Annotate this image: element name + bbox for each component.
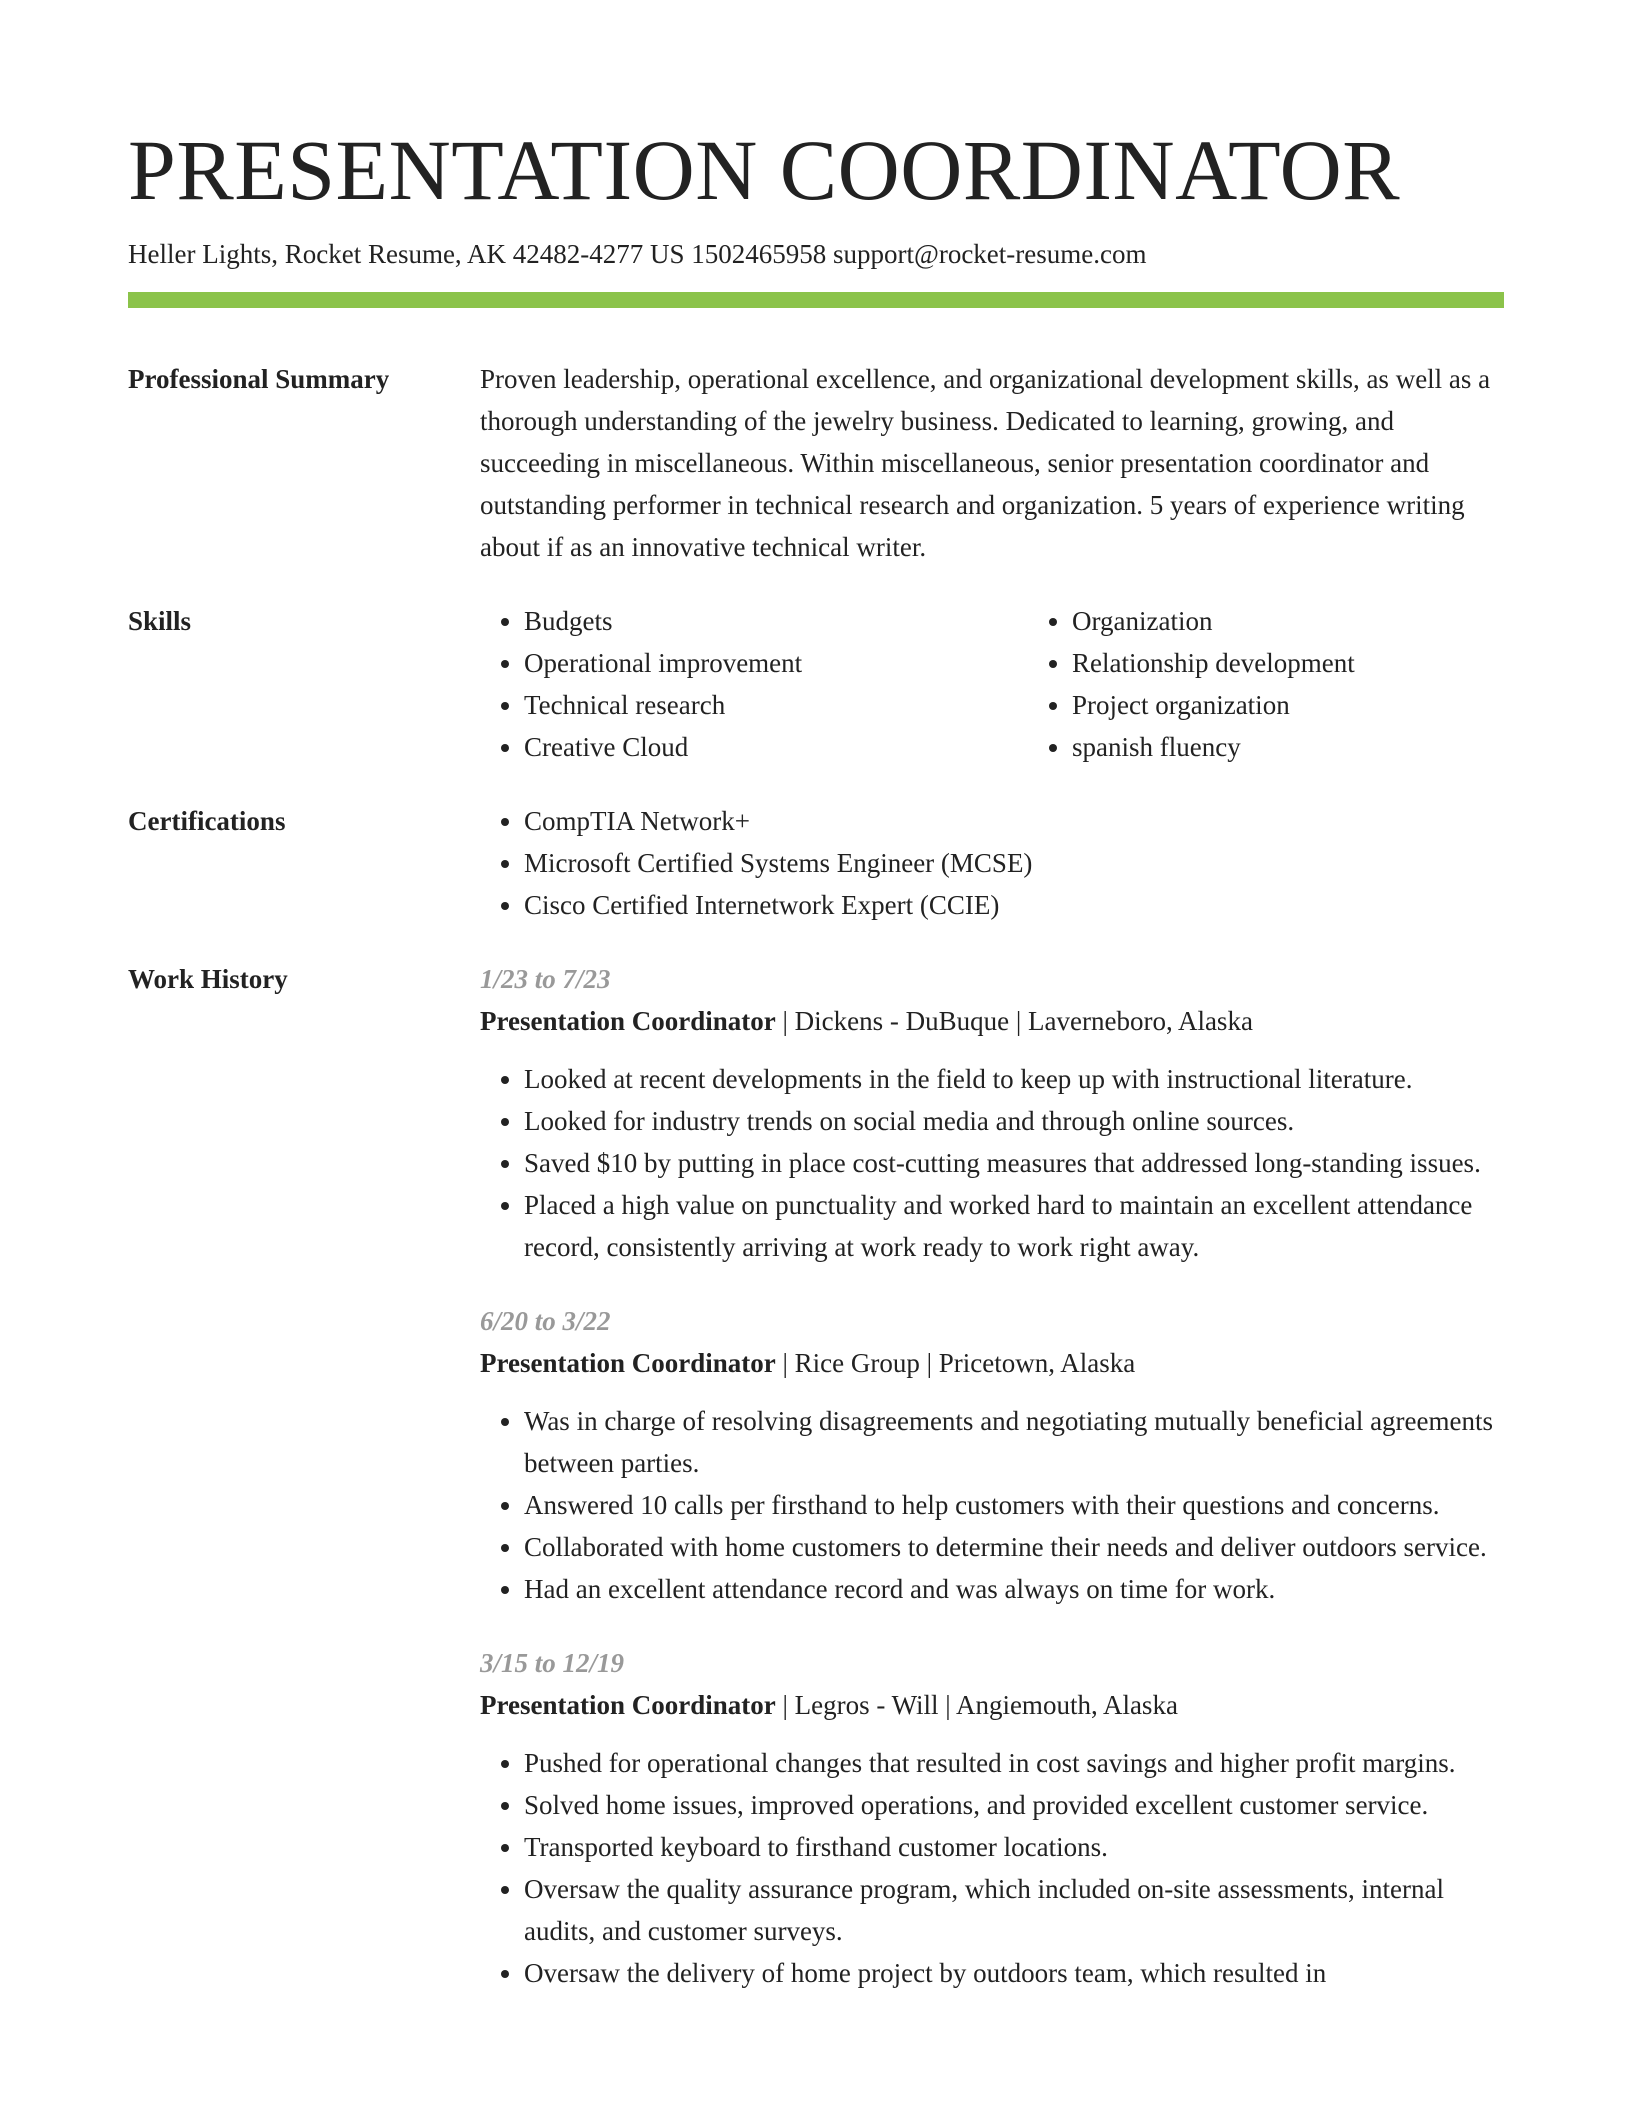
job-header bbox=[480, 1342, 1504, 1384]
job-title: Presentation Coordinator bbox=[480, 1348, 776, 1378]
certification-item: • Microsoft Certified Systems Engineer (MCSE) bbox=[524, 842, 1504, 884]
job-dates: 3/15 to 12/19 bbox=[480, 1648, 625, 1678]
job-separator: | bbox=[782, 1690, 795, 1720]
job-bullets bbox=[480, 1058, 1504, 1268]
job-bullet: • Transported keyboard to firsthand customer locations. bbox=[524, 1826, 1504, 1868]
skill-item: • Organization bbox=[1072, 600, 1576, 642]
job-separator: | bbox=[1015, 1006, 1029, 1036]
work-history-body bbox=[480, 958, 1504, 1994]
skill-item: • spanish fluency bbox=[1072, 726, 1576, 768]
job-company: Rice Group bbox=[794, 1348, 920, 1378]
job-bullet: • Pushed for operational changes that resulted in cost savings and higher profit margins. bbox=[524, 1742, 1504, 1784]
job-location: Pricetown, Alaska bbox=[938, 1348, 1136, 1378]
job-entry bbox=[480, 1642, 1504, 1994]
job-bullet: • Saved $10 by putting in place cost-cutting measures that addressed long-standing issues. bbox=[524, 1142, 1504, 1184]
job-bullet: • Solved home issues, improved operations, and provided excellent customer service. bbox=[524, 1784, 1504, 1826]
job-header bbox=[480, 1000, 1504, 1042]
certifications-section bbox=[128, 800, 1504, 926]
certifications-label: Certifications bbox=[128, 806, 286, 836]
job-entry bbox=[480, 958, 1504, 1268]
header-divider bbox=[128, 292, 1504, 308]
job-company: Dickens - DuBuque bbox=[794, 1006, 1010, 1036]
skills-list-left bbox=[480, 600, 1028, 768]
work-history-label: Work History bbox=[128, 964, 288, 994]
contact-city: Rocket Resume, bbox=[284, 239, 462, 269]
job-bullet: • Collaborated with home customers to determine their needs and deliver outdoors service. bbox=[524, 1526, 1504, 1568]
job-bullet: • Looked at recent developments in the field to keep up with instructional literature. bbox=[524, 1058, 1504, 1100]
job-bullet: • Answered 10 calls per firsthand to help customers with their questions and concerns. bbox=[524, 1484, 1504, 1526]
job-bullet: • Was in charge of resolving disagreements and negotiating mutually beneficial agreements between parties. bbox=[524, 1400, 1504, 1484]
job-bullet: • Looked for industry trends on social media and through online sources. bbox=[524, 1100, 1504, 1142]
skill-item: • Budgets bbox=[524, 600, 1028, 642]
job-bullet: • Placed a high value on punctuality and worked hard to maintain an excellent attendance record, consistently arriving at work ready to work right away. bbox=[524, 1184, 1504, 1268]
contact-street: Heller Lights, bbox=[128, 239, 278, 269]
job-bullet: • Oversaw the delivery of home project by outdoors team, which resulted in bbox=[524, 1952, 1504, 1994]
skills-label: Skills bbox=[128, 606, 192, 636]
resume-page bbox=[128, 118, 1504, 1994]
job-dates: 6/20 to 3/22 bbox=[480, 1306, 611, 1336]
summary-text: Proven leadership, operational excellence, and organizational development skills, as well as a thorough understanding of the jewelry business. Dedicated to learning, growing, and succeeding in miscellaneous. Within miscellaneous, senior presentation coordinator and outstanding performer in technical research and organization. 5 years of experience writing about if as an innovative technical writer. bbox=[480, 364, 1491, 562]
contact-country: US bbox=[649, 239, 685, 269]
job-separator: | bbox=[945, 1690, 956, 1720]
job-company: Legros - Will bbox=[794, 1690, 939, 1720]
certifications-body bbox=[480, 800, 1504, 926]
contact-phone: 1502465958 bbox=[691, 239, 827, 269]
job-title: Presentation Coordinator bbox=[480, 1690, 776, 1720]
summary-section bbox=[128, 358, 1504, 568]
skill-item: • Project organization bbox=[1072, 684, 1576, 726]
certifications-list bbox=[480, 800, 1504, 926]
job-dates: 1/23 to 7/23 bbox=[480, 964, 611, 994]
skill-item: • Relationship development bbox=[1072, 642, 1576, 684]
contact-state-zip: AK 42482-4277 bbox=[466, 239, 644, 269]
skill-item: • Operational improvement bbox=[524, 642, 1028, 684]
skill-item: • Technical research bbox=[524, 684, 1028, 726]
job-bullet: • Oversaw the quality assurance program, which included on-site assessments, internal audits, and customer surveys. bbox=[524, 1868, 1504, 1952]
contact-line bbox=[128, 234, 1504, 274]
contact-email: support@rocket-resume.com bbox=[832, 239, 1147, 269]
job-location: Angiemouth, Alaska bbox=[955, 1690, 1178, 1720]
skills-section bbox=[128, 600, 1504, 768]
job-header bbox=[480, 1684, 1504, 1726]
job-entry bbox=[480, 1300, 1504, 1610]
resume-name: PRESENTATION COORDINATOR bbox=[128, 122, 1401, 218]
certification-item: • CompTIA Network+ bbox=[524, 800, 1504, 842]
job-bullet: • Had an excellent attendance record and was always on time for work. bbox=[524, 1568, 1504, 1610]
skills-lists bbox=[480, 600, 1576, 768]
certification-item: • Cisco Certified Internetwork Expert (CCIE) bbox=[524, 884, 1504, 926]
job-location: Laverneboro, Alaska bbox=[1028, 1006, 1253, 1036]
job-separator: | bbox=[782, 1348, 795, 1378]
skills-list-right bbox=[1028, 600, 1576, 768]
skill-item: • Creative Cloud bbox=[524, 726, 1028, 768]
summary-label: Professional Summary bbox=[128, 364, 390, 394]
job-title: Presentation Coordinator bbox=[480, 1006, 776, 1036]
job-bullets bbox=[480, 1742, 1504, 1994]
job-separator: | bbox=[926, 1348, 939, 1378]
job-separator: | bbox=[782, 1006, 795, 1036]
job-bullets bbox=[480, 1400, 1504, 1610]
work-history-section bbox=[128, 958, 1504, 1994]
